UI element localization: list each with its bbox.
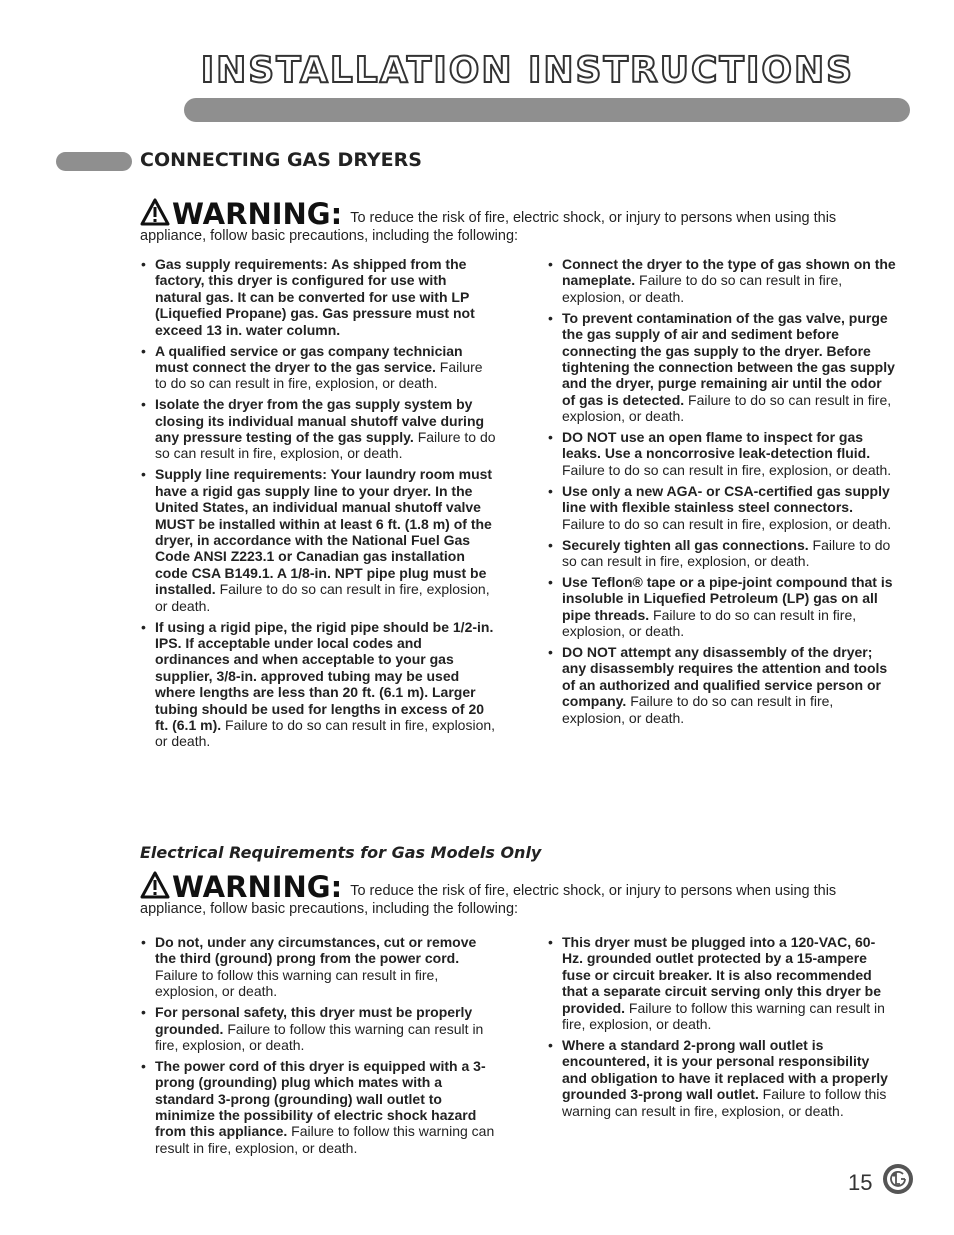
bullet-icon: • <box>548 934 553 950</box>
list-item-bold: A qualified service or gas company technician must connect the dryer to the gas service. <box>155 342 463 375</box>
bullet-icon: • <box>141 466 146 483</box>
bullet-icon: • <box>548 573 553 590</box>
list-item-text: Failure to do so can result in fire, explosion, or death. <box>562 272 843 305</box>
list-item <box>548 644 898 726</box>
gas-list-right <box>548 256 898 730</box>
list-item-bold: Securely tighten all gas connections. <box>562 536 809 553</box>
bullet-icon: • <box>141 256 146 272</box>
list-item-text: Failure to do so can result in fire, explosion, or death. <box>562 606 857 640</box>
warning-block-gas <box>140 198 890 245</box>
bullet-icon: • <box>548 429 553 446</box>
warning-intro: To reduce the risk of fire, electric shock, or injury to persons when using this appliance, follow basic precautions, including the following: <box>140 210 837 244</box>
list-item-bold: Connect the dryer to the type of gas shown on the nameplate. <box>562 256 896 289</box>
electrical-list-left <box>141 934 496 1161</box>
lg-logo-icon <box>882 1163 914 1195</box>
electrical-list-right <box>548 934 893 1123</box>
list-item-bold: Use Teflon® tape or a pipe-joint compound that is insoluble in Liquefied Petroleum (LP) gas on all pipe threads. <box>562 573 893 623</box>
bullet-icon: • <box>141 934 146 950</box>
list-item-text: Failure to do so can result in fire, explosion, or death. <box>562 461 892 478</box>
list-item-bold: For personal safety, this dryer must be properly grounded. <box>155 1004 473 1037</box>
warning-intro: To reduce the risk of fire, electric shock, or injury to persons when using this appliance, follow basic precautions, including the following: <box>140 883 837 917</box>
gas-list-left <box>141 256 496 754</box>
warning-triangle-icon <box>140 871 170 899</box>
list-item <box>548 1037 893 1119</box>
list-item-text: Failure to do so can result in fire, explosion, or death. <box>562 515 892 532</box>
bullet-icon: • <box>548 482 553 499</box>
list-item-text: Failure to follow this warning can result in fire, explosion, or death. <box>155 1020 484 1053</box>
bullet-icon: • <box>141 1004 146 1021</box>
list-item <box>548 429 898 478</box>
list-item-bold: Where a standard 2-prong wall outlet is encountered, it is your personal responsibility and obligation to have it replaced with a properly grounded 3-prong wall outlet. <box>562 1036 888 1103</box>
list-item <box>141 1058 496 1156</box>
list-item <box>548 934 893 1032</box>
warning-label: WARNING: <box>172 197 343 231</box>
list-item-bold: To prevent contamination of the gas valve, purge the gas supply of air and sediment before connecting the gas supply to the dryer. Before tightening the connection between the gas supply and the dryer, purge remaining air until the odor of gas is detected. <box>562 309 895 408</box>
electrical-heading: Electrical Requirements for Gas Models Only <box>140 843 542 862</box>
list-item-bold: If using a rigid pipe, the rigid pipe should be 1/2-in. IPS. If acceptable under local codes and ordinances and when acceptable to your gas supplier, 3/8-in. approved tubing may be used where lengths are less than 20 ft. (6.1 m). Larger tubing should be used for lengths in excess of 20 ft. (6.1 m). <box>155 618 494 733</box>
page-number: 15 <box>848 1170 873 1195</box>
list-item-text: Failure to follow this warning can result in fire, explosion, or death. <box>155 966 439 1000</box>
warning-triangle-icon <box>140 198 170 226</box>
list-item-bold: Do not, under any circumstances, cut or remove the third (ground) prong from the power cord. <box>155 934 477 967</box>
list-item-bold: Isolate the dryer from the gas supply system by closing its individual manual shutoff valve during any pressure testing of the gas supply. <box>155 396 485 446</box>
list-item-bold: Supply line requirements: Your laundry room must have a rigid gas supply line to your dryer. In the United States, an individual manual shutoff valve MUST be installed within at least 6 ft. (1.8 m) of the dryer, in accordance with the National Fuel Gas Code ANSI Z223.1 or Canadian gas installation code CSA B149.1. A 1/8-in. NPT pipe plug must be installed. <box>155 466 493 598</box>
list-item <box>141 343 496 392</box>
list-item-bold: DO NOT attempt any disassembly of the dryer; any disassembly requires the attention and tools of an authorized and qualified service person or company. <box>562 643 888 710</box>
list-item <box>141 619 496 750</box>
warning-label: WARNING: <box>172 870 343 904</box>
list-item-text: Failure to follow this warning can result in fire, explosion, or death. <box>155 1123 495 1156</box>
list-item-bold: The power cord of this dryer is equipped with a 3-prong (grounding) plug which mates with a standard 3-prong (grounding) wall outlet to minimize the possibility of electric shock hazard from this appliance. <box>155 1057 486 1140</box>
list-item-text: Failure to do so can result in fire, explosion, or death. <box>155 716 496 750</box>
list-item <box>548 256 898 305</box>
section-marker <box>56 152 132 171</box>
bullet-icon: • <box>548 1036 553 1053</box>
list-item-bold: Use only a new AGA- or CSA-certified gas supply line with flexible stainless steel connectors. <box>562 482 890 516</box>
list-item <box>548 310 898 425</box>
list-item-text: Failure to do so can result in fire, explosion, or death. <box>155 429 496 462</box>
list-item-text: Failure to follow this warning can result in fire, explosion, or death. <box>562 999 885 1033</box>
page-header-title: INSTALLATION INSTRUCTIONS <box>200 50 854 91</box>
list-item <box>548 574 898 640</box>
bullet-icon: • <box>141 396 146 413</box>
header-bar <box>184 98 910 122</box>
list-item <box>141 934 496 1000</box>
bullet-icon: • <box>141 618 146 635</box>
bullet-icon: • <box>548 309 553 326</box>
list-item <box>548 537 898 570</box>
bullet-icon: • <box>548 536 553 553</box>
list-item-text: Failure to do so can result in fire, explosion, or death. <box>562 391 892 425</box>
list-item-bold: DO NOT use an open flame to inspect for gas leaks. Use a noncorrosive leak-detection fluid. <box>562 429 871 462</box>
bullet-icon: • <box>548 643 553 660</box>
list-item-text: Failure to do so can result in fire, explosion, or death. <box>562 536 891 569</box>
list-item-bold: This dryer must be plugged into a 120-VAC, 60-Hz. grounded outlet protected by a 15-ampere fuse or circuit breaker. It is also recommended that a separate circuit serving only this dryer be provided. <box>562 934 881 1016</box>
list-item <box>141 466 496 614</box>
list-item <box>548 483 898 532</box>
section-title: CONNECTING GAS DRYERS <box>140 149 422 171</box>
warning-block-electrical <box>140 871 890 918</box>
list-item-text: Failure to do so can result in fire, explosion, or death. <box>562 693 834 726</box>
list-item <box>141 1004 496 1053</box>
list-item <box>141 396 496 462</box>
list-item-bold: Gas supply requirements: As shipped from the factory, this dryer is configured for use with natural gas. It can be converted for use with LP (Liquefied Propane) gas. Gas pressure must not exceed 13 in. water column. <box>155 256 475 338</box>
list-item-text: Failure to do so can result in fire, explosion, or death. <box>155 358 483 392</box>
bullet-icon: • <box>141 1057 146 1074</box>
list-item-text: Failure to do so can result in fire, explosion, or death. <box>155 581 490 614</box>
bullet-icon: • <box>141 342 146 359</box>
list-item <box>141 256 496 338</box>
list-item-text: Failure to follow this warning can result in fire, explosion, or death. <box>562 1086 887 1119</box>
bullet-icon: • <box>548 256 553 272</box>
